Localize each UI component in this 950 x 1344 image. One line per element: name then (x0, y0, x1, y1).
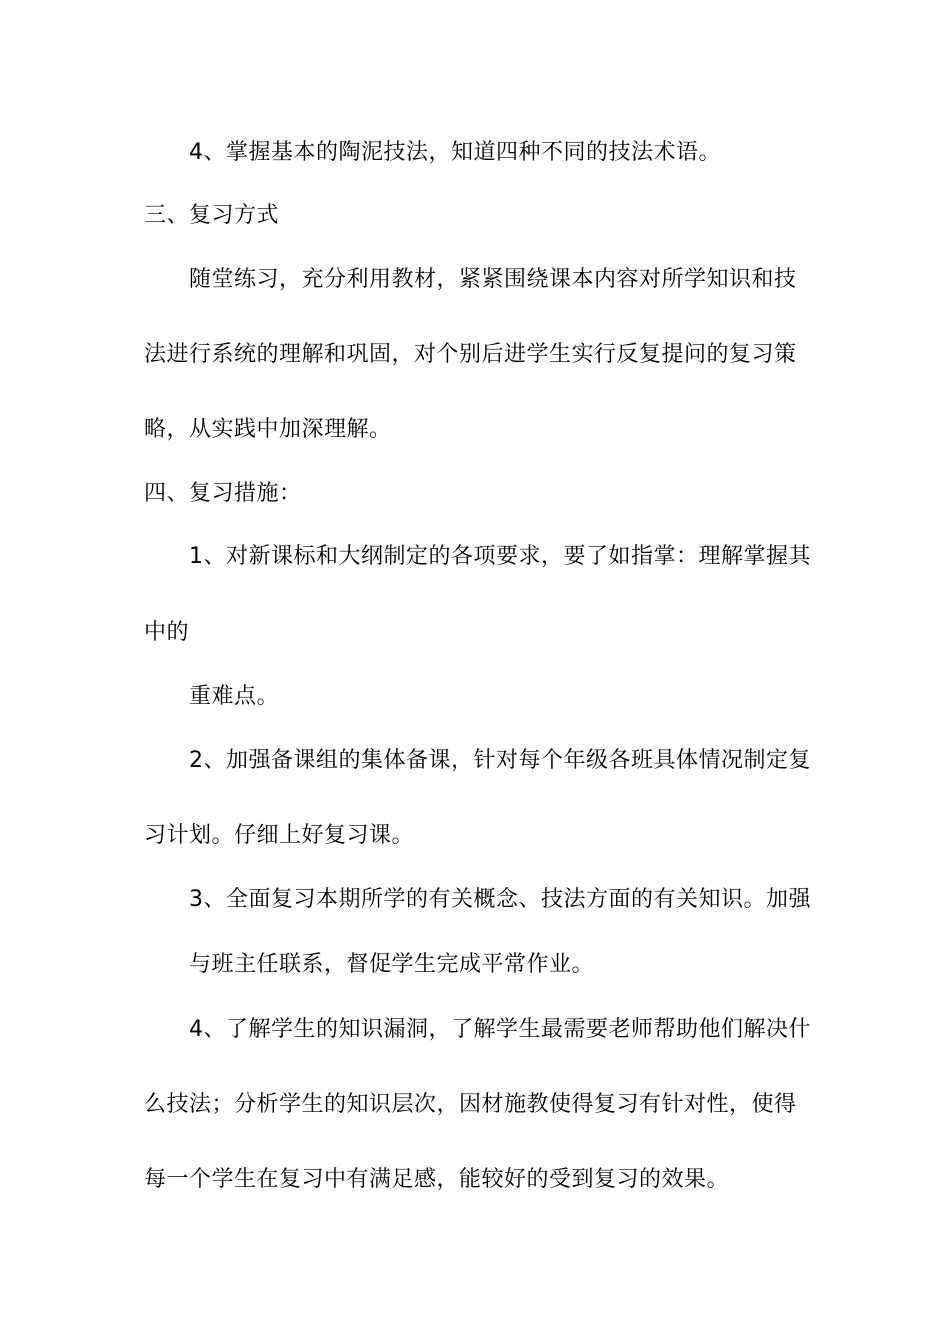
paragraph-line: 4、了解学生的知识漏洞，了解学生最需要老师帮助他们解决什 (189, 1017, 811, 1042)
paragraph-line: 重难点。 (189, 684, 280, 709)
paragraph-line: 略，从实践中加深理解。 (144, 417, 392, 442)
paragraph-line: 与班主任联系，督促学生完成平常作业。 (189, 952, 595, 977)
paragraph-line: 每一个学生在复习中有满足感，能较好的受到复习的效果。 (144, 1167, 730, 1192)
paragraph-line: 2、加强备课组的集体备课，针对每个年级各班具体情况制定复 (189, 748, 811, 773)
section-heading: 四、复习措施： (144, 481, 302, 506)
paragraph-line: 么技法；分析学生的知识层次，因材施教使得复习有针对性，使得 (144, 1092, 797, 1117)
paragraph-line: 3、全面复习本期所学的有关概念、技法方面的有关知识。加强 (189, 887, 811, 912)
paragraph-line: 4、掌握基本的陶泥技法，知道四种不同的技法术语。 (189, 140, 721, 165)
paragraph-line: 随堂练习，充分利用教材，紧紧围绕课本内容对所学知识和技 (189, 267, 797, 292)
paragraph-line: 习计划。仔细上好复习课。 (144, 823, 415, 848)
paragraph-line: 法进行系统的理解和巩固，对个别后进学生实行反复提问的复习策 (144, 342, 797, 367)
section-heading: 三、复习方式 (144, 203, 280, 228)
paragraph-line: 1、对新课标和大纲制定的各项要求，要了如指掌：理解掌握其 (189, 544, 811, 569)
paragraph-line: 中的 (144, 620, 190, 645)
